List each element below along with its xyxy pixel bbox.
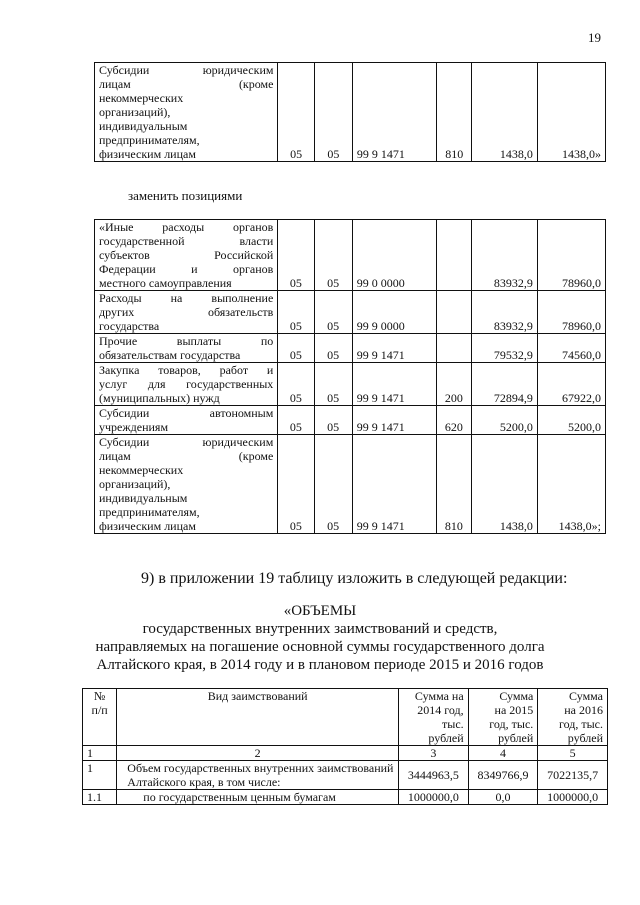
row-description (95, 220, 278, 291)
description-line: лицам (кроме (99, 77, 274, 91)
amount-2016: 5200,0 (537, 406, 605, 435)
subsection-code: 05 (314, 220, 352, 291)
table-row (95, 435, 606, 534)
description-line: «Иные расходы органов (99, 220, 274, 234)
expense-type (437, 334, 472, 363)
section-code: 05 (278, 291, 314, 334)
borrowing-table-header (83, 689, 608, 746)
row-kind: Объем государственных внутренних заимствований Алтайского края, в том числе: (117, 761, 399, 790)
description-line: услуг для государственных (99, 377, 274, 391)
page-number: 19 (588, 30, 601, 45)
heading-line-4: Алтайского края, в 2014 году и в плановом периоде 2015 и 2016 годов (96, 657, 544, 673)
description-line: физическим лицам (99, 147, 196, 161)
description-line: обязательствам государства (99, 348, 241, 362)
subsection-code: 05 (314, 334, 352, 363)
description-line: некоммерческих (99, 463, 184, 477)
table-row (95, 334, 606, 363)
description-line: местного самоуправления (99, 276, 232, 290)
subsection-code: 05 (314, 291, 352, 334)
table-row (95, 220, 606, 291)
description-line: предпринимателям, (99, 505, 200, 519)
row-description (95, 363, 278, 406)
table-row (83, 761, 608, 790)
amount-2015: 72894,9 (471, 363, 537, 406)
row-description (95, 435, 278, 534)
target-article: 99 9 0000 (352, 291, 436, 334)
section-code: 05 (278, 220, 314, 291)
table-row (95, 406, 606, 435)
target-article: 99 9 1471 (352, 363, 436, 406)
amount-2016: 78960,0 (537, 291, 605, 334)
description-line: лицам (кроме (99, 449, 274, 463)
heading-line-2: государственных внутренних заимствований и средств, (142, 621, 498, 637)
section-9-instruction: 9) в приложении 19 таблицу изложить в следующей редакции: (141, 570, 568, 587)
expense-type: 810 (437, 63, 472, 162)
subsection-code: 05 (314, 406, 352, 435)
expense-type (437, 220, 472, 291)
row-description (95, 334, 278, 363)
description-line: некоммерческих (99, 91, 184, 105)
section-code: 05 (278, 63, 314, 162)
replace-instruction: заменить позициями (128, 188, 243, 203)
subsection-code: 05 (314, 363, 352, 406)
index-cell: 5 (538, 746, 608, 761)
section-code: 05 (278, 363, 314, 406)
description-line: Закупка товаров, работ и (99, 363, 274, 377)
description-line: учреждениям (99, 420, 169, 434)
borrowing-table (82, 688, 608, 805)
row-kind: по государственным ценным бумагам (117, 790, 399, 805)
row-number: 1 (83, 761, 117, 790)
amount-2016: 78960,0 (537, 220, 605, 291)
row-sum-2016: 1000000,0 (538, 790, 608, 805)
description-line: организаций), (99, 105, 171, 119)
description-line: физическим лицам (99, 519, 196, 533)
table-top-continuation (94, 62, 606, 162)
row-description (95, 291, 278, 334)
subsection-code: 05 (314, 63, 352, 162)
index-cell: 2 (117, 746, 399, 761)
description-line: индивидуальным (99, 119, 188, 133)
amount-2016: 74560,0 (537, 334, 605, 363)
description-line: организаций), (99, 477, 171, 491)
amount-2015: 1438,0 (471, 435, 537, 534)
amount-2015: 1438,0 (472, 63, 538, 162)
row-description (95, 406, 278, 435)
header-sum-2015: Сумма на 2015 год, тыс. рублей (468, 689, 538, 746)
amount-2016: 67922,0 (537, 363, 605, 406)
header-sum-2016: Сумма на 2016 год, тыс. рублей (538, 689, 608, 746)
description-line: государственной власти (99, 234, 274, 248)
index-cell: 3 (399, 746, 469, 761)
description-line: Субсидии автономным (99, 406, 274, 420)
borrowing-table-index-row (83, 746, 608, 761)
heading-line-3: направляемых на погашение основной суммы государственного долга (95, 639, 545, 655)
amount-2015: 5200,0 (471, 406, 537, 435)
description-line: индивидуальным (99, 491, 188, 505)
description-line: государства (99, 319, 160, 333)
table-replacement-positions (94, 219, 606, 534)
row-description (95, 63, 278, 162)
row-sum-2016: 7022135,7 (538, 761, 608, 790)
expense-type: 810 (437, 435, 472, 534)
target-article: 99 9 1471 (352, 63, 437, 162)
index-cell: 4 (468, 746, 538, 761)
header-number: № п/п (83, 689, 117, 746)
table-row (95, 63, 606, 162)
table-row (83, 790, 608, 805)
description-line: предпринимателям, (99, 133, 200, 147)
table-row (95, 363, 606, 406)
amount-2016: 1438,0»; (537, 435, 605, 534)
target-article: 99 9 1471 (352, 406, 436, 435)
expense-type: 200 (437, 363, 472, 406)
row-number: 1.1 (83, 790, 117, 805)
row-sum-2014: 1000000,0 (399, 790, 469, 805)
heading-line-1: «ОБЪЕМЫ (283, 603, 357, 619)
target-article: 99 9 1471 (352, 334, 436, 363)
description-line: субъектов Российской (99, 248, 274, 262)
row-sum-2014: 3444963,5 (399, 761, 469, 790)
section-code: 05 (278, 406, 314, 435)
amount-2016: 1438,0» (537, 63, 605, 162)
description-line: (муниципальных) нужд (99, 391, 220, 405)
header-kind: Вид заимствований (117, 689, 399, 746)
description-line: Федерации и органов (99, 262, 274, 276)
target-article: 99 9 1471 (352, 435, 436, 534)
row-sum-2015: 0,0 (468, 790, 538, 805)
expense-type: 620 (437, 406, 472, 435)
description-line: Субсидии юридическим (99, 435, 274, 449)
appendix-heading (0, 602, 640, 674)
description-line: Субсидии юридическим (99, 63, 274, 77)
target-article: 99 0 0000 (352, 220, 436, 291)
subsection-code: 05 (314, 435, 352, 534)
row-sum-2015: 8349766,9 (468, 761, 538, 790)
description-line: других обязательств (99, 305, 274, 319)
header-sum-2014: Сумма на 2014 год, тыс. рублей (399, 689, 469, 746)
description-line: Прочие выплаты по (99, 334, 274, 348)
amount-2015: 83932,9 (471, 291, 537, 334)
description-line: Расходы на выполнение (99, 291, 274, 305)
table-row (95, 291, 606, 334)
expense-type (437, 291, 472, 334)
index-cell: 1 (83, 746, 117, 761)
amount-2015: 83932,9 (471, 220, 537, 291)
amount-2015: 79532,9 (471, 334, 537, 363)
section-code: 05 (278, 435, 314, 534)
section-code: 05 (278, 334, 314, 363)
